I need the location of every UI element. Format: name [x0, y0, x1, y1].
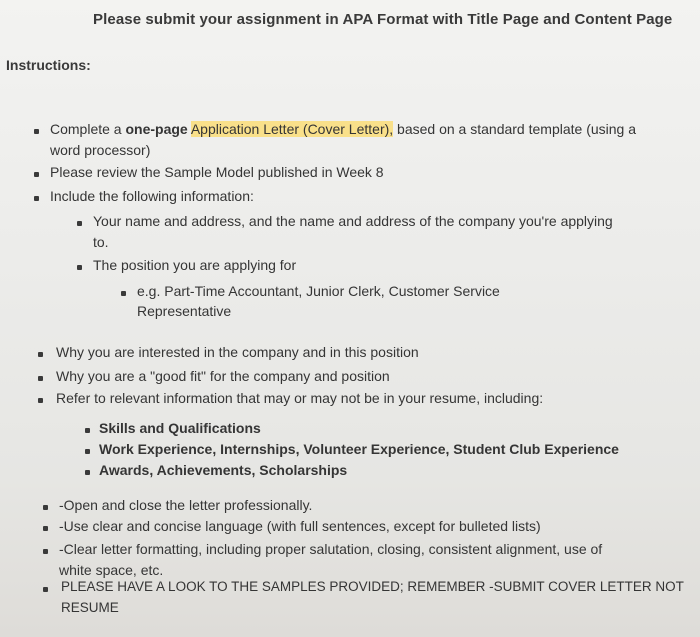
sub-list-item: The position you are applying for	[93, 257, 297, 273]
bullet-marker	[77, 265, 82, 270]
list-item: PLEASE HAVE A LOOK TO THE SAMPLES PROVIDED; REMEMBER -SUBMIT COVER LETTER NOT	[61, 579, 684, 594]
list-item: -Clear letter formatting, including proper salutation, closing, consistent alignment, use of	[59, 541, 603, 557]
list-item	[50, 120, 636, 138]
bullet-marker	[43, 505, 48, 510]
instructions-heading: Instructions:	[6, 57, 91, 73]
bullet-marker	[34, 196, 39, 201]
bullet-marker	[43, 526, 48, 531]
list-item: -Open and close the letter professionally.	[59, 497, 313, 513]
list-item: Refer to relevant information that may or may not be in your resume, including:	[56, 390, 544, 406]
list-item-text: based on a standard template (using a	[393, 121, 636, 137]
list-item: Include the following information:	[50, 188, 254, 204]
sub-list-item: Skills and Qualifications	[99, 420, 261, 436]
bullet-marker	[38, 376, 43, 381]
emphasis-text: one-page	[125, 121, 188, 137]
bullet-marker	[38, 398, 43, 403]
sub-list-item: Your name and address, and the name and address of the company you're applying	[93, 213, 613, 229]
list-item-continuation: RESUME	[61, 600, 119, 615]
sub-list-item: Awards, Achievements, Scholarships	[99, 462, 348, 478]
list-item: Why you are a "good fit" for the company and position	[56, 368, 390, 384]
bullet-marker	[43, 587, 48, 592]
bullet-marker	[34, 129, 39, 134]
list-item: Why you are interested in the company and in this position	[56, 344, 419, 360]
sub-sub-list-item-continuation: Representative	[137, 303, 232, 319]
sub-sub-list-item: e.g. Part-Time Accountant, Junior Clerk, Customer Service	[137, 283, 500, 299]
list-item: Please review the Sample Model published in Week 8	[50, 164, 384, 180]
list-item: -Use clear and concise language (with full sentences, except for bulleted lists)	[59, 518, 541, 534]
bullet-marker	[77, 221, 82, 226]
sub-list-item-continuation: to.	[93, 234, 109, 250]
bullet-marker	[85, 428, 90, 433]
bullet-marker	[43, 549, 48, 554]
sub-list-item: Work Experience, Internships, Volunteer Experience, Student Club Experience	[99, 441, 619, 457]
list-item-continuation: word processor)	[50, 142, 151, 158]
page-title: Please submit your assignment in APA Format with Title Page and Content Page	[93, 11, 673, 28]
bullet-marker	[34, 172, 39, 177]
bullet-marker	[85, 449, 90, 454]
bullet-marker	[85, 470, 90, 475]
list-item-continuation: white space, etc.	[59, 562, 164, 578]
bullet-marker	[38, 352, 43, 357]
list-item-text: Complete a	[50, 121, 126, 137]
bullet-marker	[121, 291, 126, 296]
highlighted-text: Application Letter (Cover Letter),	[190, 121, 394, 137]
